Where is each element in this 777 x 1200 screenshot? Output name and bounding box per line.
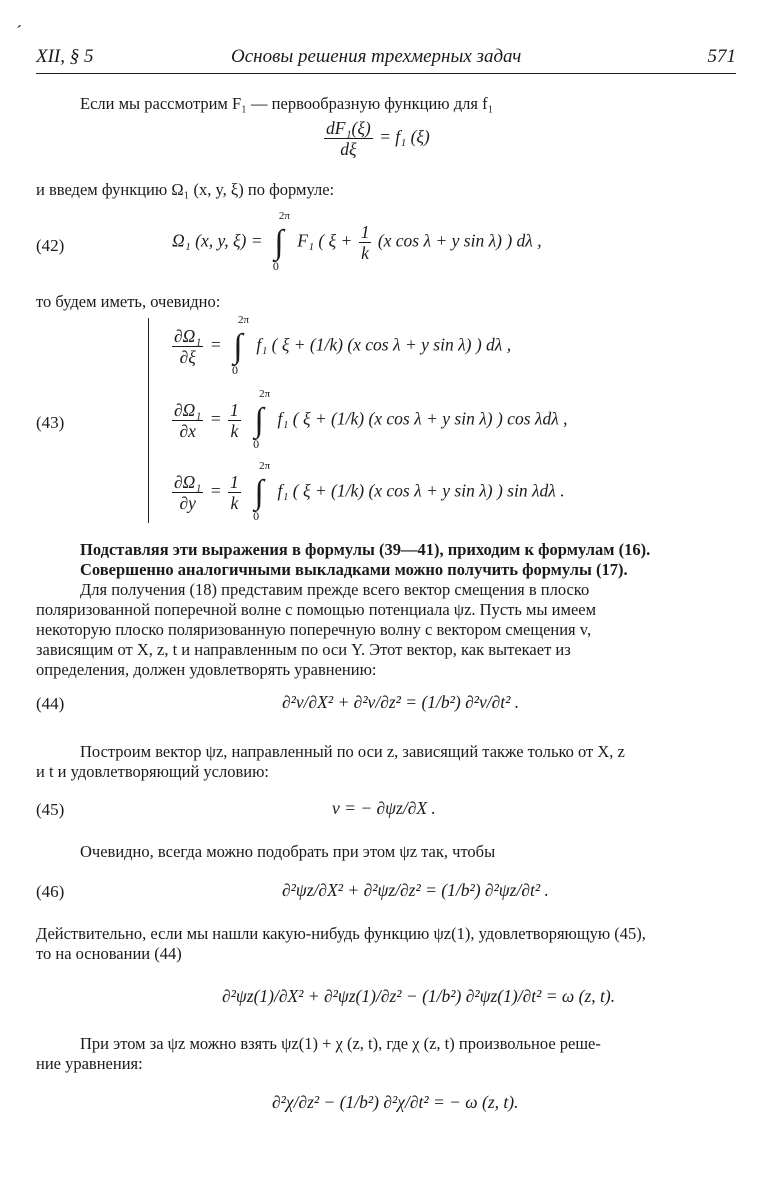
equation-45: v = − ∂ψz/∂X . <box>332 798 436 818</box>
section-ref: XII, § 5 <box>36 46 94 67</box>
text-line: и t и удовлетворяющий условию: <box>36 762 269 781</box>
equation-number: (44) <box>36 694 65 713</box>
text-line: то будем иметь, очевидно: <box>36 292 221 311</box>
equation-number: (43) <box>36 413 65 432</box>
system-brace <box>148 318 163 523</box>
text-line: определения, должен удовлетворять уравнению: <box>36 660 377 679</box>
equation-43-row-2: $\frac{\text{∂Ω₁}}{\partial x}$ = $\frac{1}{k}$ ∫ 2π 0 f₁ ( ξ + (1/k) (x cos λ + y sin λ) ) cos λdλ , <box>174 387 568 451</box>
equation-number: (46) <box>36 882 65 901</box>
running-header <box>36 46 736 74</box>
equation-43-row-1: $\frac{\text{∂Ω₁}}{\partial\xi}$ = ∫ 2π 0 f₁ ( ξ + (1/k) (x cos λ + y sin λ) ) dλ , <box>174 313 512 377</box>
text-line: Если мы рассмотрим F₁ — первообразную функцию для f₁ <box>80 94 494 113</box>
header-title: Основы решения трехмерных задач <box>231 46 522 67</box>
equation-number: (45) <box>36 800 65 819</box>
text-line: то на основании (44) <box>36 944 182 963</box>
equation-47: ∂²ψz(1)/∂X² + ∂²ψz(1)/∂z² − (1/b²) ∂²ψz(1)/∂t² = ω (z, t). <box>222 986 616 1006</box>
text-line: Очевидно, всегда можно подобрать при этом ψz так, чтобы <box>80 842 496 861</box>
text-line: поляризованной поперечной волне с помощью потенциала ψz. Пусть мы имеем <box>36 600 597 619</box>
equation-43-row-3: $\frac{\text{∂Ω₁}}{\partial y}$ = $\frac{1}{k}$ ∫ 2π 0 f₁ ( ξ + (1/k) (x cos λ + y sin λ) ) sin λdλ . <box>174 459 565 523</box>
equation-44: ∂²v/∂X² + ∂²v/∂z² = (1/b²) ∂²v/∂t² . <box>282 692 520 712</box>
equation-def: $\frac{\text{dF₁(ξ)}}{d\xi}$ = f₁ (ξ) <box>326 118 430 159</box>
equation-number: (42) <box>36 236 65 255</box>
text-line: При этом за ψz можно взять ψz(1) + χ (z, t), где χ (z, t) произвольное реше- <box>80 1034 601 1053</box>
text-line: ние уравнения: <box>36 1054 143 1073</box>
text-line: Для получения (18) представим прежде всего вектор смещения в плоско <box>80 580 590 599</box>
margin-mark: ˊ <box>16 22 22 42</box>
text-line-bold: Подставляя эти выражения в формулы (39—41), приходим к формулам (16). <box>80 540 651 559</box>
text-line-bold: Совершенно аналогичными выкладками можно получить формулы (17). <box>80 560 628 579</box>
equation-46: ∂²ψz/∂X² + ∂²ψz/∂z² = (1/b²) ∂²ψz/∂t² . <box>282 880 549 900</box>
text-line: Построим вектор ψz, направленный по оси z, зависящий также только от X, z <box>80 742 625 761</box>
equation-42: Ω₁ (x, y, ξ) = ∫ 2π 0 F₁ ( ξ + $\frac{1}{k}$ (x cos λ + y sin λ) ) dλ , <box>172 209 542 273</box>
text-line: зависящим от X, z, t и направленным по оси Y. Этот вектор, как вытекает из <box>36 640 571 659</box>
equation-48: ∂²χ/∂z² − (1/b²) ∂²χ/∂t² = − ω (z, t). <box>272 1092 519 1112</box>
text-line: Действительно, если мы нашли какую-нибудь функцию ψz(1), удовлетворяющую (45), <box>36 924 646 943</box>
text-line: и введем функцию Ω₁ (x, y, ξ) по формуле: <box>36 180 335 199</box>
page-number: 571 <box>707 46 736 67</box>
header-rule <box>36 73 736 74</box>
text-line: некоторую плоско поляризованную поперечную волну с вектором смещения v, <box>36 620 592 639</box>
